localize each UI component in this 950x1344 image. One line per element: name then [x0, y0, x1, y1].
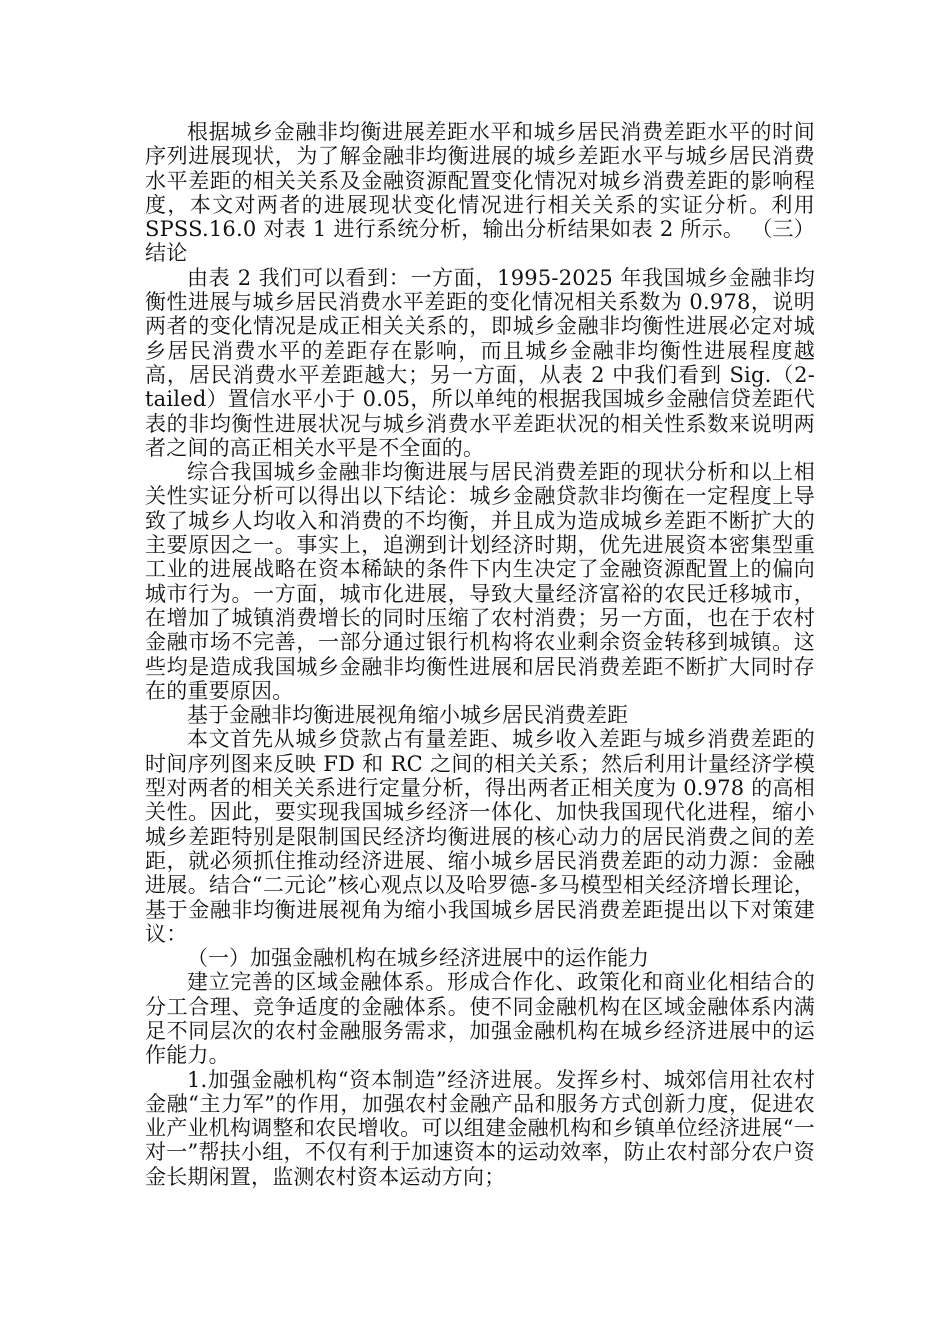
paragraph-6: 1.加强金融机构“资本制造”经济进展。发挥乡村、城郊信用社农村金融“主力军”的作用，加强农村金融产品和服务方式创新力度，促进农业产业机构调整和农民增收。可以组建金融机构和乡镇单位经济进展“一对一”帮扶小组，不仅有利于加速资本的运动效率，防止农村部分农户资金长期闲置，监测农村资本运动方向； [145, 1067, 815, 1189]
paragraph-2: 由表 2 我们可以看到：一方面，1995-2025 年我国城乡金融非均衡性进展与城乡居民消费水平差距的变化情况相关系数为 0.978，说明两者的变化情况是成正相关关系的，即城乡金融非均衡性进展必定对城乡居民消费水平的差距存在影响，而且城乡金融非均衡性进展程度越高，居民消费水平差距越大；另一方面，从表 2 中我们看到 Sig.（2-tailed）置信水平小于 0.05，所以单纯的根据我国城乡金融信贷差距代表的非均衡性进展状况与城乡消费水平差距状况的相关性系数来说明两者之间的高正相关水平是不全面的。 [145, 265, 815, 460]
subsection-heading-1: （一）加强金融机构在城乡经济进展中的运作能力 [187, 946, 649, 971]
paragraph-3: 综合我国城乡金融非均衡进展与居民消费差距的现状分析和以上相关性实证分析可以得出以下结论：城乡金融贷款非均衡在一定程度上导致了城乡人均收入和消费的不均衡，并且成为造成城乡差距不断扩大的主要原因之一。事实上，追溯到计划经济时期，优先进展资本密集型重工业的进展战略在资本稀缺的条件下内生决定了金融资源配置上的偏向城市行为。一方面，城市化进展，导致大量经济富裕的农民迁移城市，在增加了城镇消费增长的同时压缩了农村消费；另一方面，也在于农村金融市场不完善，一部分通过银行机构将农业剩余资金转移到城镇。这些均是造成我国城乡金融非均衡性进展和居民消费差距不断扩大同时存在的重要原因。 [145, 460, 815, 703]
paragraph-4: 本文首先从城乡贷款占有量差距、城乡收入差距与城乡消费差距的时间序列图来反映 FD 和 RC 之间的相关关系；然后利用计量经济学模型对两者的相关关系进行定量分析，得出两者正相关度为 0.978 的高相关性。因此，要实现我国城乡经济一体化、加快我国现代化进程，缩小城乡差距特别是限制国民经济均衡进展的核心动力的居民消费之间的差距，就必须抓住推动经济进展、缩小城乡居民消费差距的动力源：金融进展。结合“二元论”核心观点以及哈罗德-多马模型相关经济增长理论，基于金融非均衡进展视角为缩小我国城乡居民消费差距提出以下对策建议： [145, 727, 815, 946]
document-body [145, 120, 815, 1189]
paragraph-1: 根据城乡金融非均衡进展差距水平和城乡居民消费差距水平的时间序列进展现状，为了解金融非均衡进展的城乡差距水平与城乡居民消费水平差距的相关关系及金融资源配置变化情况对城乡消费差距的影响程度，本文对两者的进展现状变化情况进行相关关系的实证分析。利用 SPSS.16.0 对表 1 进行系统分析，输出分析结果如表 2 所示。 （三）结论 [145, 120, 815, 266]
paragraph-5: 建立完善的区域金融体系。形成合作化、政策化和商业化相结合的分工合理、竞争适度的金融体系。使不同金融机构在区域金融体系内满足不同层次的农村金融服务需求，加强金融机构在城乡经济进展中的运作能力。 [145, 970, 815, 1068]
section-heading: 基于金融非均衡进展视角缩小城乡居民消费差距 [187, 703, 628, 728]
